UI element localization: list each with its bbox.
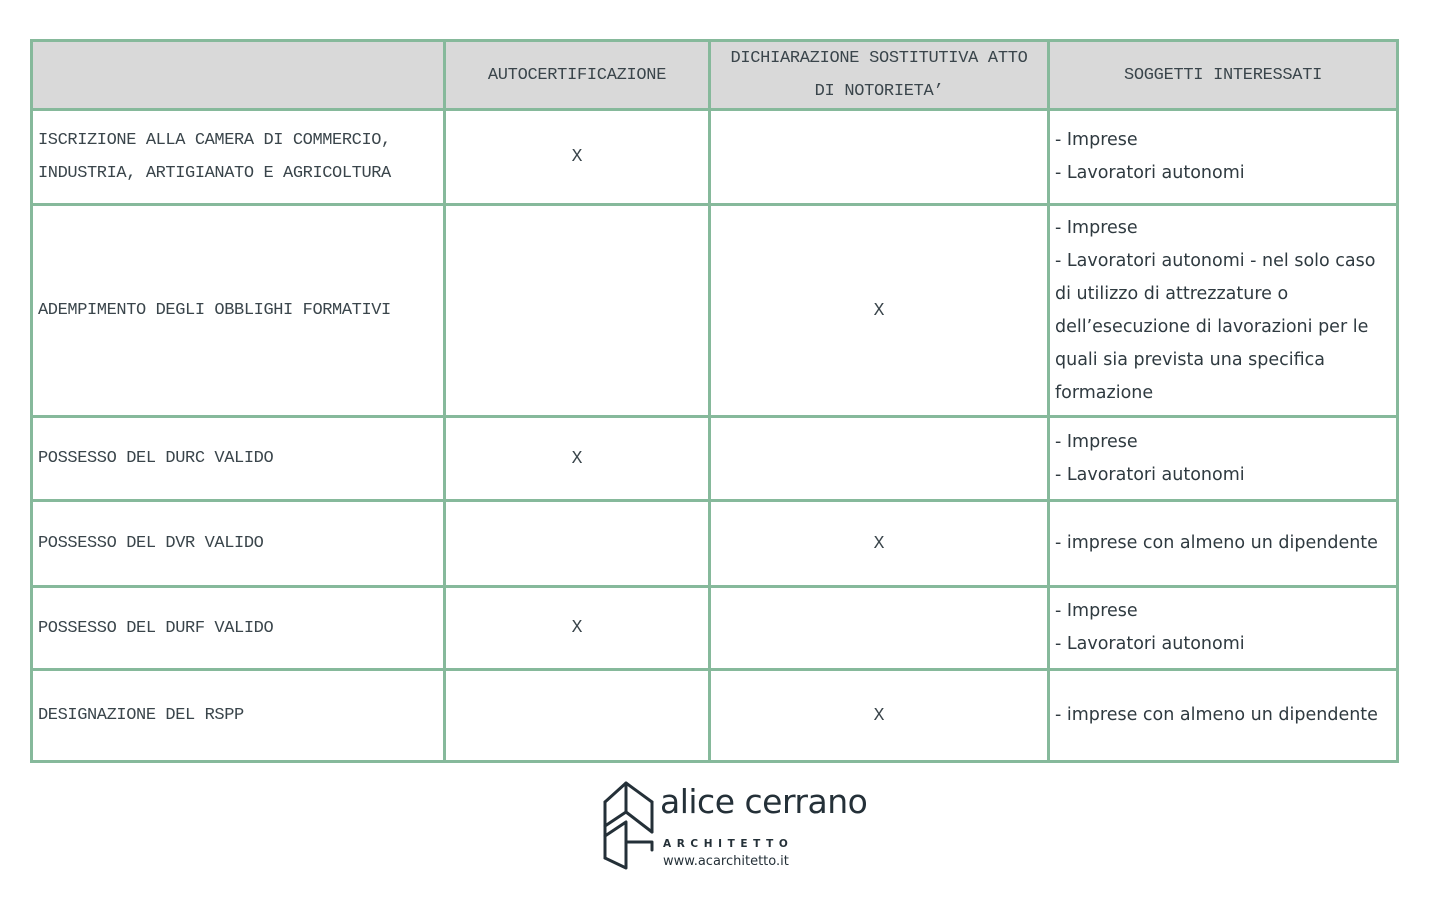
building-outline-icon [602, 780, 658, 872]
table-header-row [32, 41, 1398, 110]
requirement-cell: POSSESSO DEL DURC VALIDO [32, 417, 445, 501]
autocertificazione-mark [445, 670, 710, 762]
dichiarazione-mark [710, 110, 1049, 205]
requirement-cell: POSSESSO DEL DVR VALIDO [32, 501, 445, 587]
requirement-cell: ISCRIZIONE ALLA CAMERA DI COMMERCIO, INDUSTRIA, ARTIGIANATO E AGRICOLTURA [32, 110, 445, 205]
subject-line: - imprese con almeno un dipendente [1055, 533, 1378, 553]
subject-line: - Lavoratori autonomi [1055, 634, 1245, 654]
subject-line: - Lavoratori autonomi [1055, 163, 1245, 183]
subjects-cell [1049, 417, 1398, 501]
subjects-cell [1049, 110, 1398, 205]
autocertificazione-mark [445, 501, 710, 587]
table-row [32, 587, 1398, 670]
subjects-cell [1049, 205, 1398, 417]
requirements-table [30, 39, 1399, 763]
subject-line: - Imprese [1055, 601, 1138, 621]
subjects-cell [1049, 670, 1398, 762]
header-autocertificazione: AUTOCERTIFICAZIONE [445, 41, 710, 110]
table-row [32, 670, 1398, 762]
subject-line: - Imprese [1055, 217, 1138, 238]
subject-line: - Imprese [1055, 130, 1138, 150]
dichiarazione-mark: X [710, 501, 1049, 587]
header-soggetti: SOGGETTI INTERESSATI [1049, 41, 1398, 110]
requirement-cell: POSSESSO DEL DURF VALIDO [32, 587, 445, 670]
header-requirement [32, 41, 445, 110]
brand-url: www.acarchitetto.it [663, 854, 789, 869]
autocertificazione-mark: X [445, 417, 710, 501]
subject-line: - Lavoratori autonomi - nel solo caso di utilizzo di attrezzature o dell’esecuzione di lavorazioni per le quali sia prevista una specifica formazione [1055, 250, 1376, 403]
dichiarazione-mark [710, 587, 1049, 670]
dichiarazione-mark: X [710, 670, 1049, 762]
autocertificazione-mark [445, 205, 710, 417]
requirement-cell: ADEMPIMENTO DEGLI OBBLIGHI FORMATIVI [32, 205, 445, 417]
table-row [32, 205, 1398, 417]
table-row [32, 110, 1398, 205]
requirement-cell: DESIGNAZIONE DEL RSPP [32, 670, 445, 762]
subject-line: - imprese con almeno un dipendente [1055, 705, 1378, 725]
dichiarazione-mark: X [710, 205, 1049, 417]
brand-subtitle: ARCHITETTO [663, 838, 794, 850]
brand-logo [602, 780, 868, 875]
subject-line: - Imprese [1055, 431, 1138, 452]
subject-line: - Lavoratori autonomi [1055, 464, 1245, 485]
header-dichiarazione: DICHIARAZIONE SOSTITUTIVA ATTO DI NOTORIETA’ [710, 41, 1049, 110]
subjects-cell [1049, 501, 1398, 587]
autocertificazione-mark: X [445, 110, 710, 205]
brand-name: alice cerrano [660, 782, 868, 821]
dichiarazione-mark [710, 417, 1049, 501]
autocertificazione-mark: X [445, 587, 710, 670]
requirements-table-container [30, 39, 1396, 763]
subjects-cell [1049, 587, 1398, 670]
table-row [32, 501, 1398, 587]
table-row [32, 417, 1398, 501]
